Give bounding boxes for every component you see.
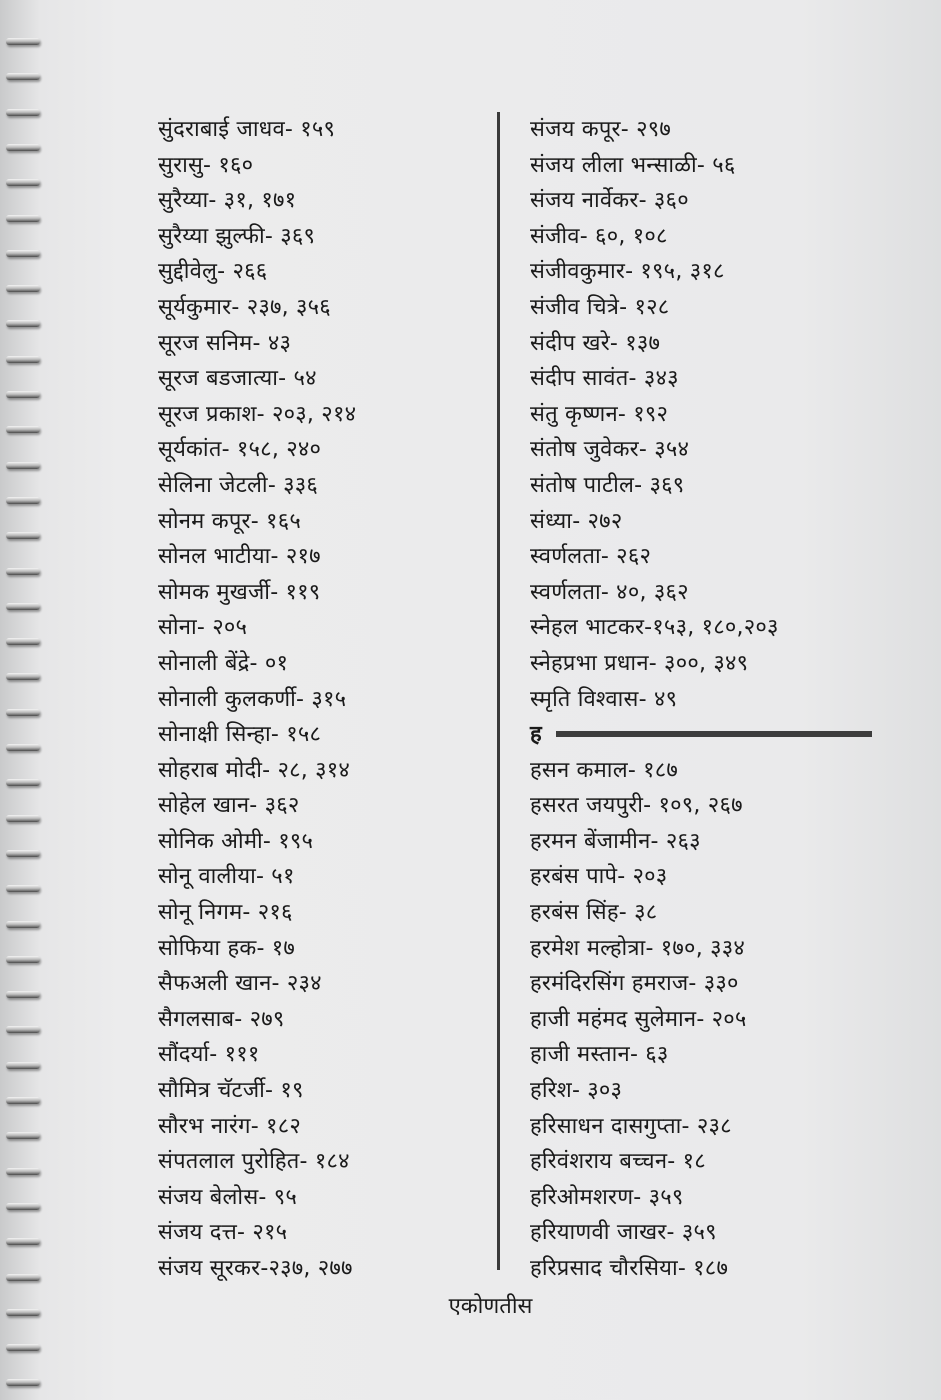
index-entry: संजीव चित्रे- १२८ — [530, 294, 670, 320]
column-divider — [497, 112, 500, 1270]
index-entry: संपतलाल पुरोहित- १८४ — [158, 1149, 350, 1175]
section-letter: ह — [530, 722, 542, 748]
spiral-coil — [6, 497, 40, 504]
index-entry: सौमित्र चॅटर्जी- १९ — [158, 1078, 304, 1104]
spiral-coil — [6, 638, 40, 645]
index-entry: सुरासु- १६० — [158, 152, 254, 178]
page-footer: एकोणतीस — [448, 1294, 533, 1319]
spiral-coil — [6, 956, 40, 963]
spiral-coil — [6, 673, 40, 680]
spiral-coil — [6, 426, 40, 433]
index-entry: हरियाणवी जाखर- ३५९ — [530, 1220, 717, 1246]
index-entry: हरिप्रसाद चौरसिया- १८७ — [530, 1256, 729, 1281]
spiral-coil — [6, 1274, 40, 1281]
index-column-right — [530, 112, 860, 1287]
index-entry: सुरैय्या- ३१, १७१ — [158, 188, 297, 214]
index-entry: संजय नार्वेकर- ३६० — [530, 188, 689, 214]
spiral-coil — [6, 568, 40, 575]
index-entry: सूर्यकुमार- २३७, ३५६ — [158, 294, 331, 320]
index-entry: सुरैय्या झुल्फी- ३६९ — [158, 223, 316, 249]
index-entry: सोहेल खान- ३६२ — [158, 793, 300, 819]
index-entry: सोमक मुखर्जी- ११९ — [158, 579, 321, 605]
index-entry: सुद्दीवेलु- २६६ — [158, 259, 268, 285]
spiral-coil — [6, 1238, 40, 1245]
index-entry: सोनम कपूर- १६५ — [158, 508, 301, 534]
spiral-coil — [6, 815, 40, 822]
index-entry: सोनू वालीया- ५१ — [158, 864, 295, 890]
spiral-coil — [6, 144, 40, 151]
index-entry: हरमन बेंजामीन- २६३ — [530, 828, 701, 854]
index-entry: हाजी महंमद सुलेमान- २०५ — [530, 1006, 747, 1032]
section-heading-ha — [530, 717, 860, 753]
index-entry: सूरज प्रकाश- २०३, २१४ — [158, 401, 357, 427]
index-entry: हरबंस पापे- २०३ — [530, 864, 668, 890]
spiral-coil — [6, 1062, 40, 1069]
index-entry: संतोष पाटील- ३६९ — [530, 472, 685, 498]
spiral-coil — [6, 356, 40, 363]
spiral-coil — [6, 320, 40, 327]
spiral-coil — [6, 38, 40, 45]
spiral-coil — [6, 991, 40, 998]
index-entry: हसरत जयपुरी- १०९, २६७ — [530, 793, 743, 819]
index-entry: संजय सूरकर-२३७, २७७ — [158, 1256, 353, 1281]
spiral-coil — [6, 532, 40, 539]
index-entry: स्नेहप्रभा प्रधान- ३००, ३४९ — [530, 650, 749, 676]
index-entry: संजय कपूर- २९७ — [530, 117, 671, 142]
index-entry: हरिश- ३०३ — [530, 1078, 623, 1104]
index-entry: सोफिया हक- १७ — [158, 935, 296, 961]
index-entry: सूर्यकांत- १५८, २४० — [158, 437, 322, 463]
index-entry: सुंदराबाई जाधव- १५९ — [158, 117, 336, 142]
index-column-left — [158, 112, 493, 1287]
index-entry: सोनाली कुलकर्णी- ३१५ — [158, 686, 347, 712]
index-entry: हाजी मस्तान- ६३ — [530, 1042, 669, 1068]
index-entry: संध्या- २७२ — [530, 508, 623, 534]
index-entry: सोनल भाटीया- २१७ — [158, 544, 321, 570]
index-group-ha — [530, 753, 860, 1287]
index-entry: संजय दत्त- २१५ — [158, 1220, 288, 1246]
spiral-coil — [6, 779, 40, 786]
spiral-coil — [6, 744, 40, 751]
index-entry: स्वर्णलता- २६२ — [530, 544, 652, 570]
index-entry: स्मृति विश्वास- ४९ — [530, 686, 678, 712]
index-entry: हरमंदिरसिंग हमराज- ३३० — [530, 971, 739, 997]
spiral-coil — [6, 1203, 40, 1210]
index-group-sa — [530, 112, 860, 717]
spiral-coil — [6, 1132, 40, 1139]
spiral-coil — [6, 850, 40, 857]
spiral-coil — [6, 603, 40, 610]
spiral-coil — [6, 1379, 40, 1386]
section-rule — [556, 731, 872, 737]
spiral-coil — [6, 1168, 40, 1175]
spiral-coil — [6, 921, 40, 928]
spiral-coil — [6, 1344, 40, 1351]
index-entry: हरिवंशराय बच्चन- १८ — [530, 1149, 706, 1175]
spiral-coil — [6, 285, 40, 292]
spiral-coil — [6, 1026, 40, 1033]
index-entry: सैफअली खान- २३४ — [158, 971, 322, 997]
spiral-coil — [6, 391, 40, 398]
index-entry: सौंदर्या- १११ — [158, 1042, 260, 1068]
spiral-coil — [6, 1097, 40, 1104]
index-entry: संदीप खरे- १३७ — [530, 330, 661, 356]
index-entry: संजय लीला भन्साळी- ५६ — [530, 152, 736, 178]
index-entry: हरिसाधन दासगुप्ता- २३८ — [530, 1113, 732, 1139]
index-entry: सोनिक ओमी- १९५ — [158, 828, 314, 854]
index-entry: सोना- २०५ — [158, 615, 248, 641]
spiral-coil — [6, 179, 40, 186]
spiral-coil — [6, 462, 40, 469]
index-entry: सोहराब मोदी- २८, ३१४ — [158, 757, 351, 783]
spiral-coil — [6, 250, 40, 257]
spiral-coil — [6, 109, 40, 116]
index-entry: हरबंस सिंह- ३८ — [530, 900, 658, 926]
index-entry: स्वर्णलता- ४०, ३६२ — [530, 579, 689, 605]
spiral-coil — [6, 709, 40, 716]
index-entry: सौरभ नारंग- १८२ — [158, 1113, 301, 1139]
index-entry: संजीव- ६०, १०८ — [530, 223, 668, 249]
index-entry: हरमेश मल्होत्रा- १७०, ३३४ — [530, 935, 746, 961]
index-entry: सैगलसाब- २७९ — [158, 1006, 285, 1032]
index-entry: हसन कमाल- १८७ — [530, 757, 679, 783]
index-entry: संजीवकुमार- १९५, ३१८ — [530, 259, 725, 285]
index-entry: सोनाली बेंद्रे- ०१ — [158, 650, 289, 676]
index-entry: सोनाक्षी सिन्हा- १५८ — [158, 722, 322, 748]
spiral-coil — [6, 215, 40, 222]
index-entry: सूरज बडजात्या- ५४ — [158, 366, 317, 392]
index-entry: संजय बेलोस- ९५ — [158, 1184, 298, 1210]
index-entry: संतु कृष्णन- १९२ — [530, 401, 669, 427]
index-entry: सेलिना जेटली- ३३६ — [158, 472, 319, 498]
index-entry: सूरज सनिम- ४३ — [158, 330, 292, 356]
spiral-binding — [0, 0, 48, 1400]
index-entry: संतोष जुवेकर- ३५४ — [530, 437, 690, 463]
index-entry: सोनू निगम- २१६ — [158, 900, 293, 926]
index-entry: संदीप सावंत- ३४३ — [530, 366, 679, 392]
index-entry: हरिओमशरण- ३५९ — [530, 1184, 684, 1210]
index-entry: स्नेहल भाटकर-१५३, १८०,२०३ — [530, 615, 779, 641]
spiral-coil — [6, 73, 40, 80]
spiral-coil — [6, 885, 40, 892]
